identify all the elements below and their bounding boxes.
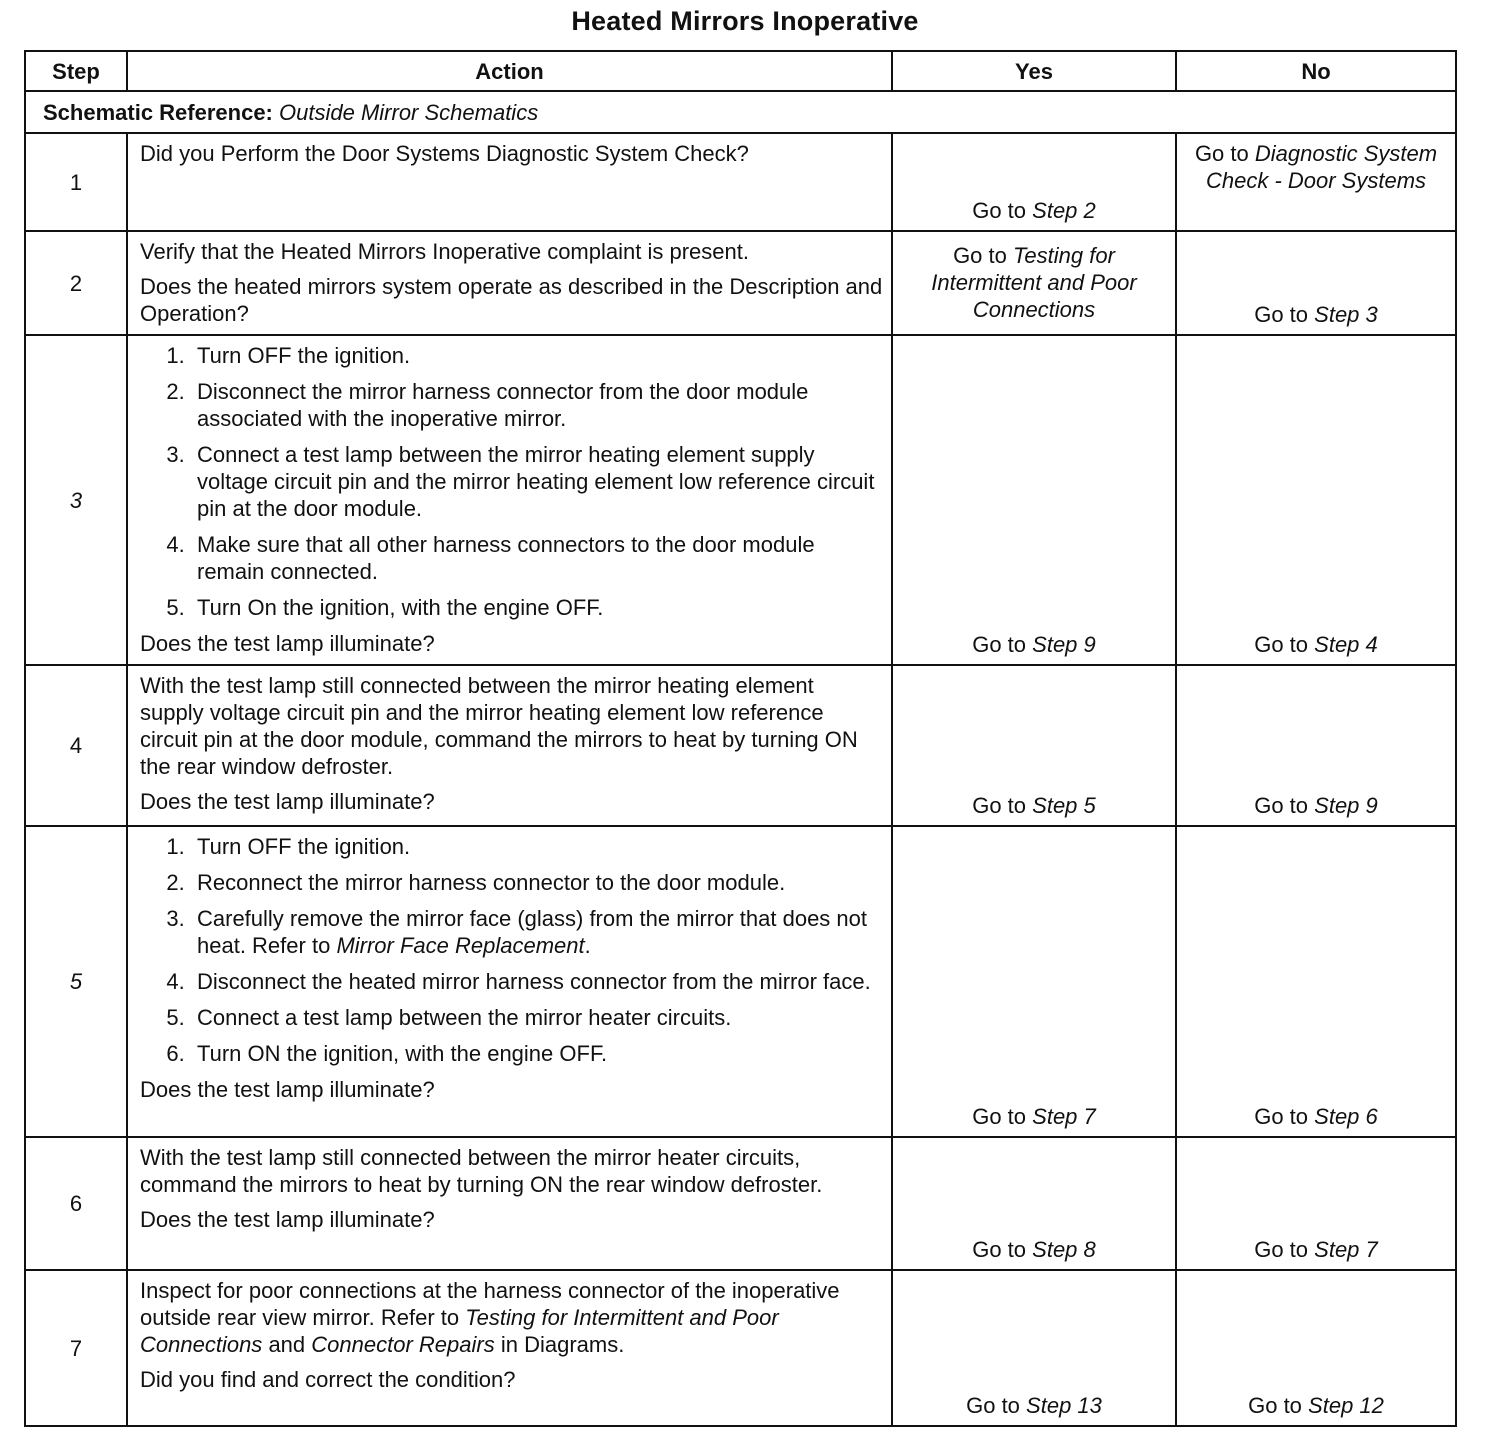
no-link[interactable]: Step 9 [1314,793,1378,818]
action-question: Does the test lamp illuminate? [140,1207,435,1232]
no-link[interactable]: Step 6 [1314,1104,1378,1129]
action-cell [127,231,892,335]
no-link[interactable]: Step 12 [1308,1393,1384,1418]
table-row [25,231,1456,335]
action-link[interactable]: Connector Repairs [311,1332,495,1357]
no-result [1176,665,1456,826]
schematic-reference-label: Schematic Reference: [43,99,273,125]
no-result [1176,1270,1456,1426]
yes-result [892,1270,1176,1426]
action-question: Does the test lamp illuminate? [140,631,435,656]
substep: 6. Turn ON the ignition, with the engine OFF. [166,1041,608,1066]
yes-prefix: Go to [972,198,1027,223]
substep-list [140,833,883,1067]
substep: 2. Disconnect the mirror harness connector from the door module associated with the inoperative mirror. [166,379,809,431]
column-header-no: No [1176,51,1456,91]
no-link[interactable]: Diagnostic System Check - Door Systems [1205,141,1438,193]
action-cell [127,665,892,826]
yes-prefix: Go to [972,632,1027,657]
no-result [1176,1137,1456,1270]
diagnostic-table [24,50,1457,1427]
action-cell [127,335,892,665]
column-header-yes: Yes [892,51,1176,91]
table-row [25,335,1456,665]
substep-list [140,342,883,621]
action-question: Does the test lamp illuminate? [140,1077,435,1102]
no-prefix: Go to [1254,793,1309,818]
step-number: 6 [25,1137,127,1270]
step-number: 1 [25,133,127,231]
yes-result [892,133,1176,231]
step-number: 7 [25,1270,127,1426]
table-row [25,826,1456,1137]
substep: 2. Reconnect the mirror harness connector to the door module. [166,870,786,895]
substep: 3. Carefully remove the mirror face (glass) from the mirror that does not heat. Refer to Mirror Face Replacement. [166,906,868,958]
substep-link[interactable]: Mirror Face Replacement [336,933,585,958]
action-link[interactable]: Testing for Intermittent and Poor Connections [140,1305,779,1357]
action-cell [127,826,892,1137]
yes-result [892,231,1176,335]
no-result [1176,335,1456,665]
yes-link[interactable]: Step 13 [1026,1393,1102,1418]
yes-result [892,665,1176,826]
yes-prefix: Go to [966,1393,1020,1418]
substep: 3. Connect a test lamp between the mirror heating element supply voltage circuit pin and the mirror heating element low reference circuit pin at the door module. [166,442,875,521]
substep: 5. Connect a test lamp between the mirror heater circuits. [166,1005,732,1030]
substep: 4. Disconnect the heated mirror harness connector from the mirror face. [166,969,871,994]
schematic-reference [25,91,1456,133]
action-question: Does the heated mirrors system operate as described in the Description and Operation? [140,274,883,326]
yes-prefix: Go to [972,1104,1027,1129]
step-number: 3 [25,335,127,665]
action-text: With the test lamp still connected between the mirror heater circuits, command the mirrors to heat by turning ON the rear window defroster. [140,1145,823,1197]
no-prefix: Go to [1254,1237,1309,1262]
yes-result [892,1137,1176,1270]
no-prefix: Go to [1254,632,1309,657]
substep: 4. Make sure that all other harness connectors to the door module remain connected. [166,532,815,584]
yes-link[interactable]: Step 9 [1032,632,1096,657]
substep: 1. Turn OFF the ignition. [166,343,411,368]
table-row [25,1270,1456,1426]
action-cell [127,133,892,231]
no-prefix: Go to [1194,141,1249,166]
table-row [25,133,1456,231]
no-result [1176,231,1456,335]
schematic-reference-link[interactable]: Outside Mirror Schematics [279,99,539,125]
table-row [25,1137,1456,1270]
column-header-action: Action [127,51,892,91]
action-question: Does the test lamp illuminate? [140,789,435,814]
no-prefix: Go to [1254,1104,1309,1129]
yes-prefix: Go to [972,1237,1027,1262]
yes-link[interactable]: Step 5 [1032,793,1096,818]
action-text: Verify that the Heated Mirrors Inoperative complaint is present. [140,239,749,264]
action-cell [127,1270,892,1426]
no-link[interactable]: Step 7 [1314,1237,1378,1262]
table-header-row [25,51,1456,91]
substep: 5. Turn On the ignition, with the engine OFF. [166,595,604,620]
schematic-reference-row [25,91,1456,133]
no-prefix: Go to [1254,302,1309,327]
no-link[interactable]: Step 3 [1314,302,1378,327]
document-title: Heated Mirrors Inoperative [571,6,919,36]
yes-result [892,335,1176,665]
yes-prefix: Go to [972,793,1027,818]
action-text: With the test lamp still connected between the mirror heating element supply voltage circuit pin and the mirror heating element low reference circuit pin at the door module, command the mirrors to heat by turning ON the rear window defroster. [140,673,858,779]
yes-result [892,826,1176,1137]
step-number: 2 [25,231,127,335]
action-question: Did you find and correct the condition? [140,1367,516,1392]
table-row [25,665,1456,826]
yes-prefix: Go to [953,243,1007,268]
column-header-step: Step [25,51,127,91]
step-number: 4 [25,665,127,826]
step-number: 5 [25,826,127,1137]
action-text: Did you Perform the Door Systems Diagnostic System Check? [140,141,749,166]
action-cell [127,1137,892,1270]
no-result [1176,133,1456,231]
no-link[interactable]: Step 4 [1314,632,1378,657]
substep: 1. Turn OFF the ignition. [166,834,411,859]
yes-link[interactable]: Step 8 [1032,1237,1096,1262]
no-prefix: Go to [1248,1393,1302,1418]
yes-link[interactable]: Step 7 [1032,1104,1096,1129]
yes-link[interactable]: Testing for Intermittent and Poor Connections [931,243,1137,322]
no-result [1176,826,1456,1137]
yes-link[interactable]: Step 2 [1032,198,1096,223]
action-text: Inspect for poor connections at the harness connector of the inoperative outside rear view mirror. Refer to Testing for Intermittent and Poor Connections and Connector Repairs in Diagrams. [140,1278,840,1357]
